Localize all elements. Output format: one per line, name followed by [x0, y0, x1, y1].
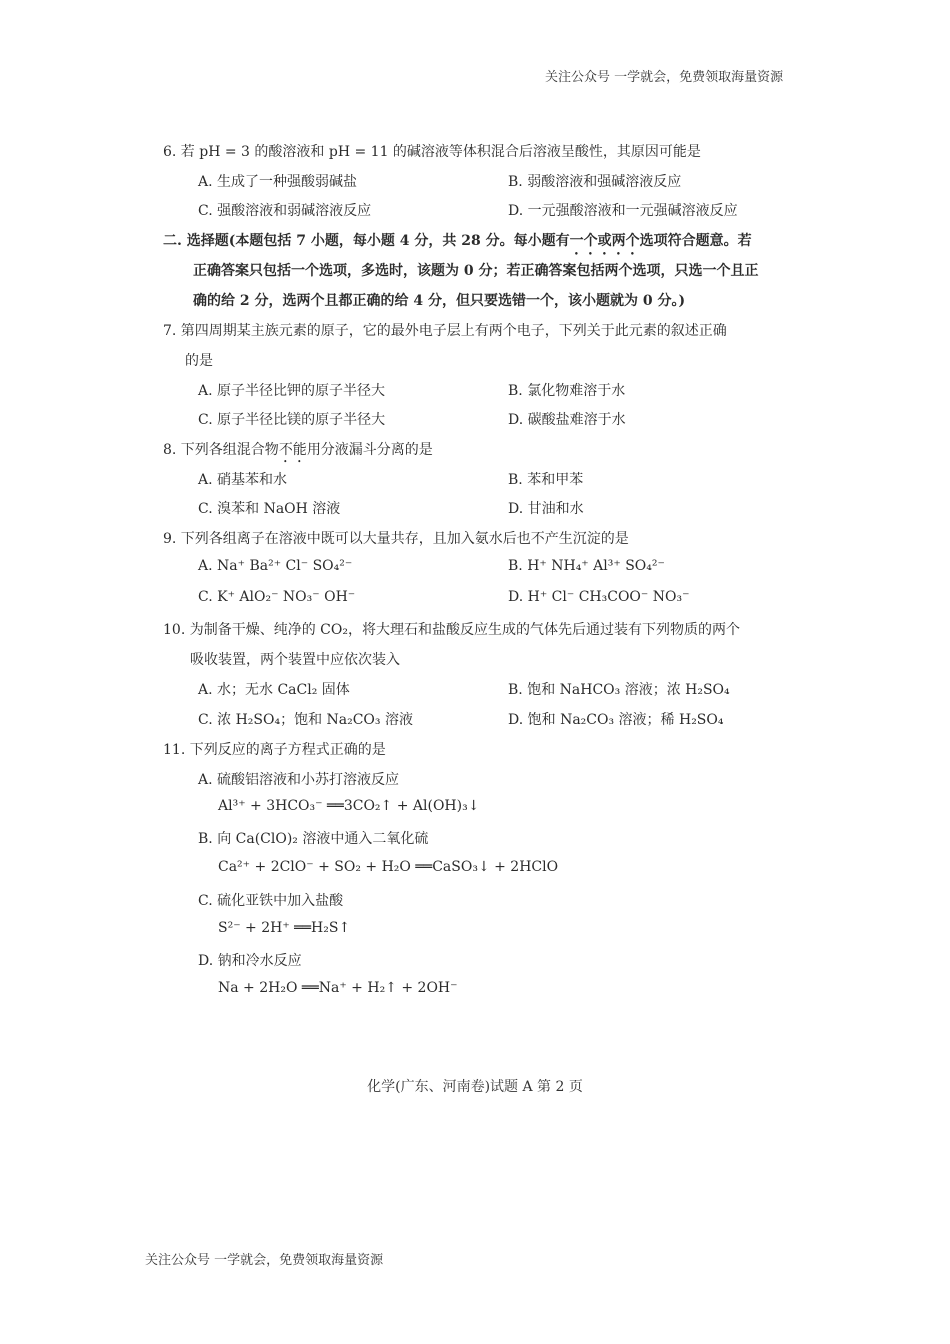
question-8-emphasis: 不能	[278, 442, 307, 458]
question-10-option-c: C. 浓 H₂SO₄；饱和 Na₂CO₃ 溶液	[198, 712, 413, 728]
question-9-option-d: D. H⁺ Cl⁻ CH₃COO⁻ NO₃⁻	[508, 589, 690, 605]
question-10-option-b: B. 饱和 NaHCO₃ 溶液；浓 H₂SO₄	[508, 682, 730, 698]
question-11-option-c: C. 硫化亚铁中加入盐酸	[198, 893, 344, 909]
question-11-option-a: A. 硫酸铝溶液和小苏打溶液反应	[198, 772, 400, 788]
question-7-option-c: C. 原子半径比镁的原子半径大	[198, 412, 386, 428]
section-2-text-b: 选项符合题意。若	[639, 233, 752, 249]
question-8-option-a: A. 硝基苯和水	[198, 472, 288, 488]
question-10-option-d: D. 饱和 Na₂CO₃ 溶液；稀 H₂SO₄	[508, 712, 724, 728]
question-11-stem: 11. 下列反应的离子方程式正确的是	[163, 742, 386, 758]
question-9-option-a: A. Na⁺ Ba²⁺ Cl⁻ SO₄²⁻	[198, 558, 353, 574]
question-11-equation-a: Al³⁺ + 3HCO₃⁻ ══3CO₂↑ + Al(OH)₃↓	[218, 798, 480, 814]
question-6-option-c: C. 强酸溶液和弱碱溶液反应	[198, 203, 372, 219]
question-6-option-a: A. 生成了一种强酸弱碱盐	[198, 174, 358, 190]
question-10-option-a: A. 水；无水 CaCl₂ 固体	[198, 682, 350, 698]
question-8-option-d: D. 甘油和水	[508, 501, 584, 517]
question-8-text-a: 8. 下列各组混合物	[163, 442, 279, 458]
question-11-equation-c: S²⁻ + 2H⁺ ══H₂S↑	[218, 920, 351, 936]
question-9-stem: 9. 下列各组离子在溶液中既可以大量共存，且加入氨水后也不产生沉淀的是	[163, 531, 629, 547]
question-6-option-d: D. 一元强酸溶液和一元强碱溶液反应	[508, 203, 738, 219]
question-11-option-b: B. 向 Ca(ClO)₂ 溶液中通入二氧化硫	[198, 831, 429, 847]
question-6-option-b: B. 弱酸溶液和强碱溶液反应	[508, 174, 682, 190]
page-header-note: 关注公众号 一学就会，免费领取海量资源	[545, 70, 784, 85]
question-11-option-d: D. 钠和冷水反应	[198, 953, 302, 969]
question-8-option-b: B. 苯和甲苯	[508, 472, 584, 488]
section-2-heading	[163, 230, 752, 258]
section-2-emphasis: 一个或两个	[569, 233, 640, 249]
section-2-line-2: 正确答案只包括一个选项，多选时，该题为 0 分；若正确答案包括两个选项，只选一个且正	[193, 263, 759, 279]
question-8-option-c: C. 溴苯和 NaOH 溶液	[198, 501, 341, 517]
question-7-stem-cont: 的是	[185, 353, 213, 369]
question-10-stem-cont: 吸收装置，两个装置中应依次装入	[190, 652, 400, 668]
page-footer: 化学(广东、河南卷)试题 A 第 2 页	[367, 1079, 583, 1095]
question-7-option-a: A. 原子半径比钾的原子半径大	[198, 383, 386, 399]
bottom-note: 关注公众号 一学就会，免费领取海量资源	[145, 1253, 384, 1268]
question-11-equation-b: Ca²⁺ + 2ClO⁻ + SO₂ + H₂O ══CaSO₃↓ + 2HClO	[218, 859, 559, 875]
question-6-stem: 6. 若 pH = 3 的酸溶液和 pH = 11 的碱溶液等体积混合后溶液呈酸性，其原因可能是	[163, 144, 701, 160]
question-8-stem	[163, 439, 433, 466]
question-11-equation-d: Na + 2H₂O ══Na⁺ + H₂↑ + 2OH⁻	[218, 980, 458, 996]
section-2-text-a: 二. 选择题(本题包括 7 小题，每小题 4 分，共 28 分。每小题有	[163, 233, 570, 249]
question-7-option-b: B. 氯化物难溶于水	[508, 383, 626, 399]
question-7-option-d: D. 碳酸盐难溶于水	[508, 412, 626, 428]
section-2-line-3: 确的给 2 分，选两个且都正确的给 4 分，但只要选错一个，该小题就为 0 分。)	[193, 293, 686, 309]
question-9-option-c: C. K⁺ AlO₂⁻ NO₃⁻ OH⁻	[198, 589, 356, 605]
question-7-stem: 7. 第四周期某主族元素的原子，它的最外电子层上有两个电子，下列关于此元素的叙述正确	[163, 323, 727, 339]
question-10-stem: 10. 为制备干燥、纯净的 CO₂，将大理石和盐酸反应生成的气体先后通过装有下列物质的两个	[163, 622, 740, 638]
question-9-option-b: B. H⁺ NH₄⁺ Al³⁺ SO₄²⁻	[508, 558, 665, 574]
question-8-text-b: 用分液漏斗分离的是	[306, 442, 433, 458]
